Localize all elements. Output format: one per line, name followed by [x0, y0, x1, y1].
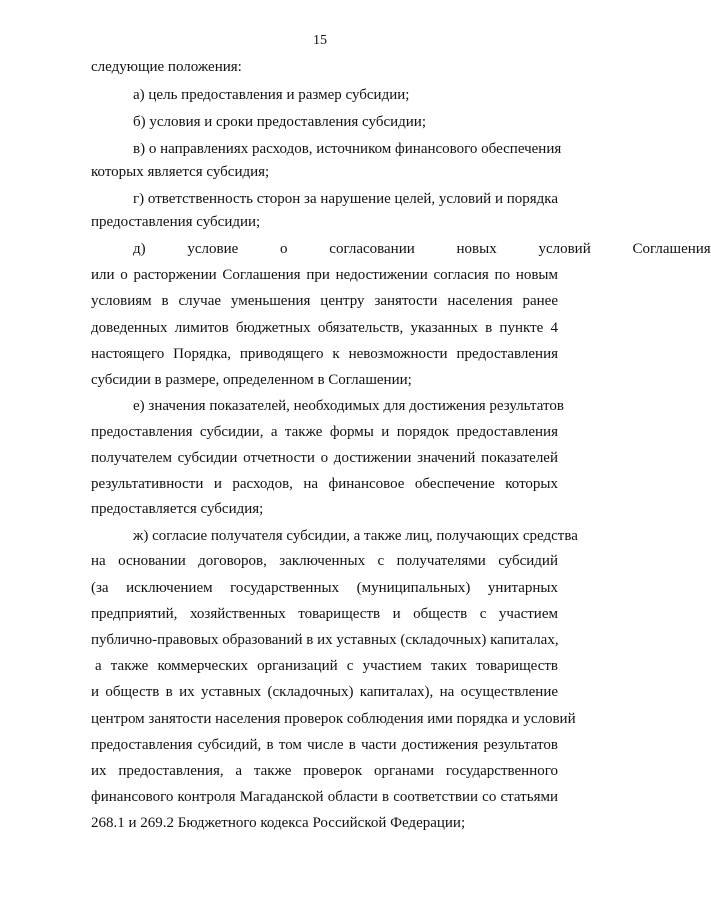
list-item-v-line-2: которых является субсидия;	[91, 164, 270, 180]
list-item-zh-line-9: предоставления субсидий, в том числе в части достижения результатов	[91, 737, 558, 753]
page-number: 15	[313, 33, 327, 48]
list-item-d-line-6: субсидии в размере, определенном в Соглашении;	[91, 372, 412, 388]
list-item-zh-line-8: центром занятости населения проверок соблюдения ими порядка и условий	[91, 711, 576, 727]
list-item-zh-line-7: и обществ в их уставных (складочных) капиталах), на осуществление	[91, 684, 558, 700]
list-item-e-line-1: е) значения показателей, необходимых для достижения результатов	[133, 398, 564, 414]
list-item-e-line-2: предоставления субсидии, а также формы и порядок предоставления	[91, 424, 558, 440]
list-item-e-line-4: результативности и расходов, на финансовое обеспечение которых	[91, 476, 558, 492]
list-item-d-line-5: настоящего Порядка, приводящего к невозможности предоставления	[91, 346, 558, 362]
list-item-g-line-2: предоставления субсидии;	[91, 214, 261, 230]
list-item-zh-line-10: их предоставления, а также проверок органами государственного	[91, 763, 558, 779]
list-item-v-line-1: в) о направлениях расходов, источником финансового обеспечения	[133, 141, 562, 157]
list-item-b: б) условия и сроки предоставления субсидии;	[133, 114, 426, 130]
list-item-d-line-3: условиям в случае уменьшения центру занятости населения ранее	[91, 293, 558, 309]
list-item-zh-line-3: (за исключением государственных (муниципальных) унитарных	[91, 580, 558, 596]
list-item-zh-line-1: ж) согласие получателя субсидии, а также лиц, получающих средства	[133, 528, 578, 544]
list-item-zh-line-11: финансового контроля Магаданской области в соответствии со статьями	[91, 789, 558, 805]
list-item-d-line-1: д) условие о согласовании новых условий Соглашения	[133, 241, 711, 257]
text-line-intro: следующие положения:	[91, 59, 242, 75]
list-item-d-line-4: доведенных лимитов бюджетных обязательств, указанных в пункте 4	[91, 320, 558, 336]
list-item-zh-line-12: 268.1 и 269.2 Бюджетного кодекса Российской Федерации;	[91, 815, 466, 831]
list-item-g-line-1: г) ответственность сторон за нарушение целей, условий и порядка	[133, 191, 558, 207]
list-item-zh-line-2: на основании договоров, заключенных с получателями субсидий	[91, 553, 558, 569]
list-item-zh-line-6: а также коммерческих организаций с участием таких товариществ	[95, 658, 558, 674]
list-item-a: а) цель предоставления и размер субсидии;	[133, 87, 410, 103]
list-item-e-line-3: получателем субсидии отчетности о достижении значений показателей	[91, 450, 558, 466]
list-item-zh-line-5: публично-правовых образований в их уставных (складочных) капиталах,	[91, 632, 559, 648]
list-item-zh-line-4: предприятий, хозяйственных товариществ и обществ с участием	[91, 606, 558, 622]
list-item-d-line-2: или о расторжении Соглашения при недостижении согласия по новым	[91, 267, 558, 283]
list-item-e-line-5: предоставляется субсидия;	[91, 501, 264, 517]
